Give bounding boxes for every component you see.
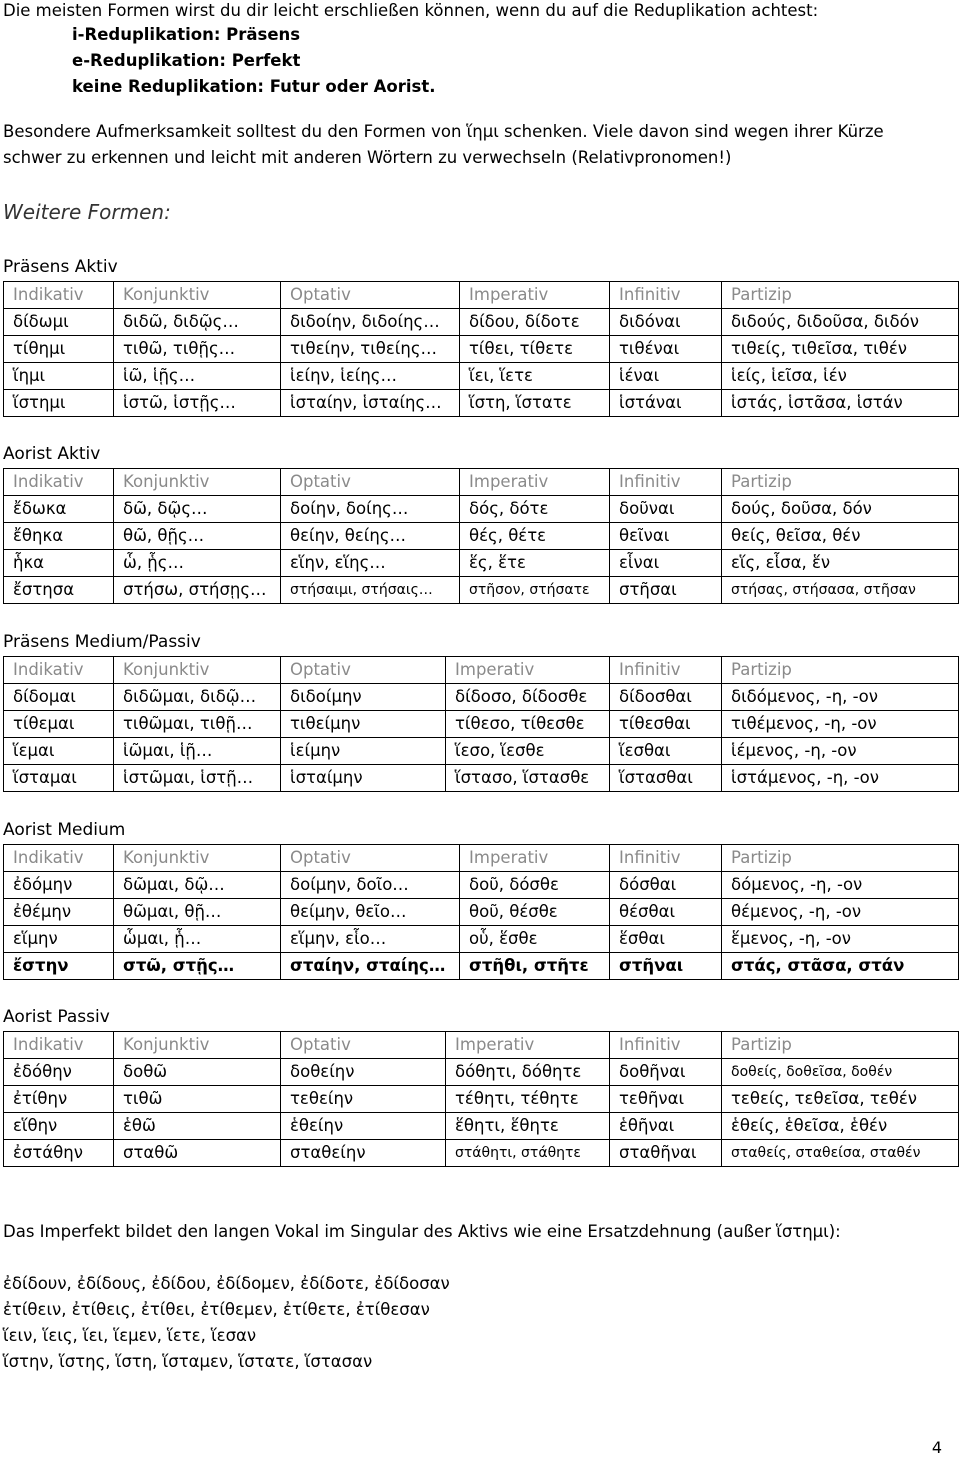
table-cell: θείς, θεῖσα, θέν (722, 523, 959, 550)
col-header: Optativ (281, 282, 460, 309)
table-cell: σταθῶ (114, 1140, 281, 1167)
table-cell: εἷναι (610, 550, 722, 577)
table-cell: δοίμην, δοῖο… (281, 872, 460, 899)
table-cell: ἔθηκα (4, 523, 114, 550)
table-cell: θοῦ, θέσθε (460, 899, 610, 926)
table-cell: ἱστάναι (610, 390, 722, 417)
aorist-medium-table (3, 844, 959, 980)
table-cell: ἑθείην (281, 1113, 446, 1140)
table-cell: οὗ, ἕσθε (460, 926, 610, 953)
table-cell: θείμην, θεῖο… (281, 899, 460, 926)
table-cell: δόσθαι (610, 872, 722, 899)
table-cell: διδόμενος, -η, -ον (722, 684, 959, 711)
table-cell: εἵθην (4, 1113, 114, 1140)
table-cell: δός, δότε (460, 496, 610, 523)
table-row (4, 1086, 959, 1113)
table-row (4, 684, 959, 711)
table-cell: θῶμαι, θῇ… (114, 899, 281, 926)
table-cell: ἱῶμαι, ἱῇ… (114, 738, 281, 765)
table-cell: δοίην, δοίης… (281, 496, 460, 523)
section-title: Aorist Aktiv (3, 444, 101, 464)
table-cell: ἧκα (4, 550, 114, 577)
intro-item: keine Reduplikation: Futur oder Aorist. (72, 77, 436, 96)
table-cell: σταίην, σταίης… (281, 953, 460, 980)
table-cell: τιθῶ, τιθῇς… (114, 336, 281, 363)
table-row (4, 523, 959, 550)
table-cell: ὧ, ᾗς… (114, 550, 281, 577)
table-cell: ἵσταμαι (4, 765, 114, 792)
table-cell: δίδοσο, δίδοσθε (446, 684, 610, 711)
table-row (4, 953, 959, 980)
table-cell: ὧμαι, ᾗ… (114, 926, 281, 953)
table-row (4, 899, 959, 926)
table-cell: στῆσαι (610, 577, 722, 604)
table-row (4, 738, 959, 765)
table-row (4, 872, 959, 899)
table-row (4, 1059, 959, 1086)
table-cell: διδῶ, διδῷς… (114, 309, 281, 336)
table-cell: ἕμενος, -η, -ον (722, 926, 959, 953)
table-cell: ἐθέμην (4, 899, 114, 926)
col-header: Imperativ (460, 469, 610, 496)
header-row (4, 845, 959, 872)
section-heading: Weitere Formen: (3, 200, 171, 224)
col-header: Imperativ (446, 1032, 610, 1059)
table-cell: ἐδόμην (4, 872, 114, 899)
col-header: Indikativ (4, 469, 114, 496)
col-header: Konjunktiv (114, 469, 281, 496)
table-cell: ἱσταίην, ἱσταίης… (281, 390, 460, 417)
table-cell: δοῦ, δόσθε (460, 872, 610, 899)
imperfekt-line: ἐτίθειν, ἐτίθεις, ἐτίθει, ἐτίθεμεν, ἐτίθετε, ἐτίθεσαν (3, 1300, 430, 1319)
col-header: Indikativ (4, 1032, 114, 1059)
table-cell: εἵς, εἷσα, ἕν (722, 550, 959, 577)
table-cell: δούς, δοῦσα, δόν (722, 496, 959, 523)
note-line: Besondere Aufmerksamkeit solltest du den Formen von ἵημι schenken. Viele davon sind wegen ihrer Kürze (3, 122, 884, 141)
table-cell: στήσας, στήσασα, στῆσαν (722, 577, 959, 604)
table-row (4, 926, 959, 953)
col-header: Konjunktiv (114, 1032, 281, 1059)
col-header: Partizip (722, 282, 959, 309)
table-cell: στῆθι, στῆτε (460, 953, 610, 980)
table-cell: ἔστην (4, 953, 114, 980)
table-cell: ἱείμην (281, 738, 446, 765)
table-cell: ἔστησα (4, 577, 114, 604)
table-cell: διδῶμαι, διδῷ… (114, 684, 281, 711)
imperfekt-intro: Das Imperfekt bildet den langen Vokal im Singular des Aktivs wie eine Ersatzdehnung (außer ἵστημι): (3, 1222, 841, 1241)
col-header: Konjunktiv (114, 657, 281, 684)
col-header: Infinitiv (610, 469, 722, 496)
table-cell: ἱστάμενος, -η, -ον (722, 765, 959, 792)
col-header: Imperativ (460, 845, 610, 872)
col-header: Infinitiv (610, 845, 722, 872)
table-cell: ἱείς, ἱεῖσα, ἱέν (722, 363, 959, 390)
table-cell: ἱῶ, ἱῇς… (114, 363, 281, 390)
table-cell: εἵμην (4, 926, 114, 953)
col-header: Imperativ (446, 657, 610, 684)
table-row (4, 363, 959, 390)
col-header: Optativ (281, 657, 446, 684)
table-cell: δίδομαι (4, 684, 114, 711)
intro-line: Die meisten Formen wirst du dir leicht erschließen können, wenn du auf die Reduplikation achtest: (3, 1, 819, 20)
header-row (4, 1032, 959, 1059)
header-row (4, 657, 959, 684)
praesens-aktiv-table (3, 281, 959, 417)
table-cell: δῶμαι, δῷ… (114, 872, 281, 899)
table-cell: ἐτίθην (4, 1086, 114, 1113)
aorist-passiv-table (3, 1031, 959, 1167)
table-cell: τίθει, τίθετε (460, 336, 610, 363)
table-row (4, 336, 959, 363)
table-cell: δίδοσθαι (610, 684, 722, 711)
table-row (4, 309, 959, 336)
table-cell: δοθῆναι (610, 1059, 722, 1086)
table-cell: τίθεσο, τίθεσθε (446, 711, 610, 738)
table-cell: στῶ, στῇς… (114, 953, 281, 980)
col-header: Partizip (722, 845, 959, 872)
table-row (4, 1140, 959, 1167)
table-cell: ἵστημι (4, 390, 114, 417)
table-cell: τιθῶ (114, 1086, 281, 1113)
table-cell: εἵμην, εἷο… (281, 926, 460, 953)
table-cell: ἔδωκα (4, 496, 114, 523)
table-cell: ἱέναι (610, 363, 722, 390)
table-row (4, 390, 959, 417)
table-row (4, 765, 959, 792)
table-cell: δοῦναι (610, 496, 722, 523)
table-cell: ἱείην, ἱείης… (281, 363, 460, 390)
table-cell: διδοίμην (281, 684, 446, 711)
col-header: Konjunktiv (114, 845, 281, 872)
col-header: Optativ (281, 1032, 446, 1059)
col-header: Indikativ (4, 282, 114, 309)
table-cell: ἵει, ἵετε (460, 363, 610, 390)
table-cell: ἵεσθαι (610, 738, 722, 765)
table-cell: ἐδόθην (4, 1059, 114, 1086)
table-row (4, 496, 959, 523)
table-cell: στῆναι (610, 953, 722, 980)
table-cell: ἱέμενος, -η, -ον (722, 738, 959, 765)
table-cell: δοθείην (281, 1059, 446, 1086)
note-line: schwer zu erkennen und leicht mit anderen Wörtern zu verwechseln (Relativpronomen!) (3, 148, 732, 167)
col-header: Partizip (722, 469, 959, 496)
table-cell: ἵημι (4, 363, 114, 390)
table-cell: τεθείην (281, 1086, 446, 1113)
table-cell: τίθεμαι (4, 711, 114, 738)
table-cell: ἱσταίμην (281, 765, 446, 792)
col-header: Partizip (722, 1032, 959, 1059)
table-cell: τεθῆναι (610, 1086, 722, 1113)
aorist-aktiv-table (3, 468, 959, 604)
page-number: 4 (931, 1438, 942, 1457)
col-header: Partizip (722, 657, 959, 684)
table-cell: δίδωμι (4, 309, 114, 336)
header-row (4, 282, 959, 309)
table-cell: δοθῶ (114, 1059, 281, 1086)
table-cell: ἕς, ἕτε (460, 550, 610, 577)
table-cell: τιθείς, τιθεῖσα, τιθέν (722, 336, 959, 363)
col-header: Indikativ (4, 657, 114, 684)
header-row (4, 469, 959, 496)
table-cell: θείην, θείης… (281, 523, 460, 550)
table-cell: δοθείς, δοθεῖσα, δοθέν (722, 1059, 959, 1086)
table-row (4, 577, 959, 604)
table-cell: δῶ, δῷς… (114, 496, 281, 523)
table-cell: στάς, στᾶσα, στάν (722, 953, 959, 980)
table-row (4, 711, 959, 738)
table-cell: τιθῶμαι, τιθῇ… (114, 711, 281, 738)
table-cell: διδούς, διδοῦσα, διδόν (722, 309, 959, 336)
table-cell: θές, θέτε (460, 523, 610, 550)
intro-item: i-Reduplikation: Präsens (72, 25, 301, 44)
table-cell: τέθητι, τέθητε (446, 1086, 610, 1113)
table-cell: ἱστῶμαι, ἱστῇ… (114, 765, 281, 792)
table-cell: τιθέμενος, -η, -ον (722, 711, 959, 738)
col-header: Konjunktiv (114, 282, 281, 309)
imperfekt-line: ἐδίδουν, ἐδίδους, ἐδίδου, ἐδίδομεν, ἐδίδοτε, ἐδίδοσαν (3, 1274, 450, 1293)
table-cell: τίθημι (4, 336, 114, 363)
table-cell: διδοίην, διδοίης… (281, 309, 460, 336)
table-cell: ἐστάθην (4, 1140, 114, 1167)
col-header: Optativ (281, 469, 460, 496)
table-cell: στήσαιμι, στήσαις… (281, 577, 460, 604)
section-title: Aorist Medium (3, 820, 126, 840)
table-cell: δίδου, δίδοτε (460, 309, 610, 336)
imperfekt-line: ἵστην, ἵστης, ἵστη, ἵσταμεν, ἵστατε, ἵστασαν (3, 1352, 373, 1371)
section-title: Präsens Medium/Passiv (3, 632, 201, 652)
col-header: Imperativ (460, 282, 610, 309)
table-cell: εἵην, εἵης… (281, 550, 460, 577)
table-cell: τιθείην, τιθείης… (281, 336, 460, 363)
table-cell: σταθείς, σταθείσα, σταθέν (722, 1140, 959, 1167)
table-cell: δόθητι, δόθητε (446, 1059, 610, 1086)
praesens-medium-table (3, 656, 959, 792)
section-title: Aorist Passiv (3, 1007, 110, 1027)
table-row (4, 550, 959, 577)
col-header: Infinitiv (610, 282, 722, 309)
table-cell: σταθείην (281, 1140, 446, 1167)
table-cell: τιθείμην (281, 711, 446, 738)
table-cell: τιθέναι (610, 336, 722, 363)
col-header: Infinitiv (610, 657, 722, 684)
intro-item: e-Reduplikation: Perfekt (72, 51, 301, 70)
imperfekt-line: ἵειν, ἵεις, ἵει, ἵεμεν, ἵετε, ἵεσαν (3, 1326, 257, 1345)
table-cell: ἵστασο, ἵστασθε (446, 765, 610, 792)
col-header: Infinitiv (610, 1032, 722, 1059)
table-cell: ἑθῶ (114, 1113, 281, 1140)
table-cell: ἱστῶ, ἱστῇς… (114, 390, 281, 417)
table-cell: θέσθαι (610, 899, 722, 926)
table-cell: ἵστη, ἵστατε (460, 390, 610, 417)
table-row (4, 1113, 959, 1140)
section-title: Präsens Aktiv (3, 257, 118, 277)
table-cell: ἕθητι, ἕθητε (446, 1113, 610, 1140)
table-cell: ἵεμαι (4, 738, 114, 765)
table-cell: ἵστασθαι (610, 765, 722, 792)
table-cell: τεθείς, τεθεῖσα, τεθέν (722, 1086, 959, 1113)
table-cell: στῆσον, στήσατε (460, 577, 610, 604)
table-cell: θῶ, θῇς… (114, 523, 281, 550)
table-cell: στάθητι, στάθητε (446, 1140, 610, 1167)
table-cell: θεῖναι (610, 523, 722, 550)
table-cell: στήσω, στήσῃς… (114, 577, 281, 604)
table-cell: ἱστάς, ἱστᾶσα, ἱστάν (722, 390, 959, 417)
table-cell: διδόναι (610, 309, 722, 336)
table-cell: σταθῆναι (610, 1140, 722, 1167)
table-cell: ἑθῆναι (610, 1113, 722, 1140)
table-cell: ἑθείς, ἑθεῖσα, ἑθέν (722, 1113, 959, 1140)
table-cell: ἕσθαι (610, 926, 722, 953)
table-cell: θέμενος, -η, -ον (722, 899, 959, 926)
col-header: Indikativ (4, 845, 114, 872)
table-cell: δόμενος, -η, -ον (722, 872, 959, 899)
table-cell: ἵεσο, ἵεσθε (446, 738, 610, 765)
table-cell: τίθεσθαι (610, 711, 722, 738)
col-header: Optativ (281, 845, 460, 872)
